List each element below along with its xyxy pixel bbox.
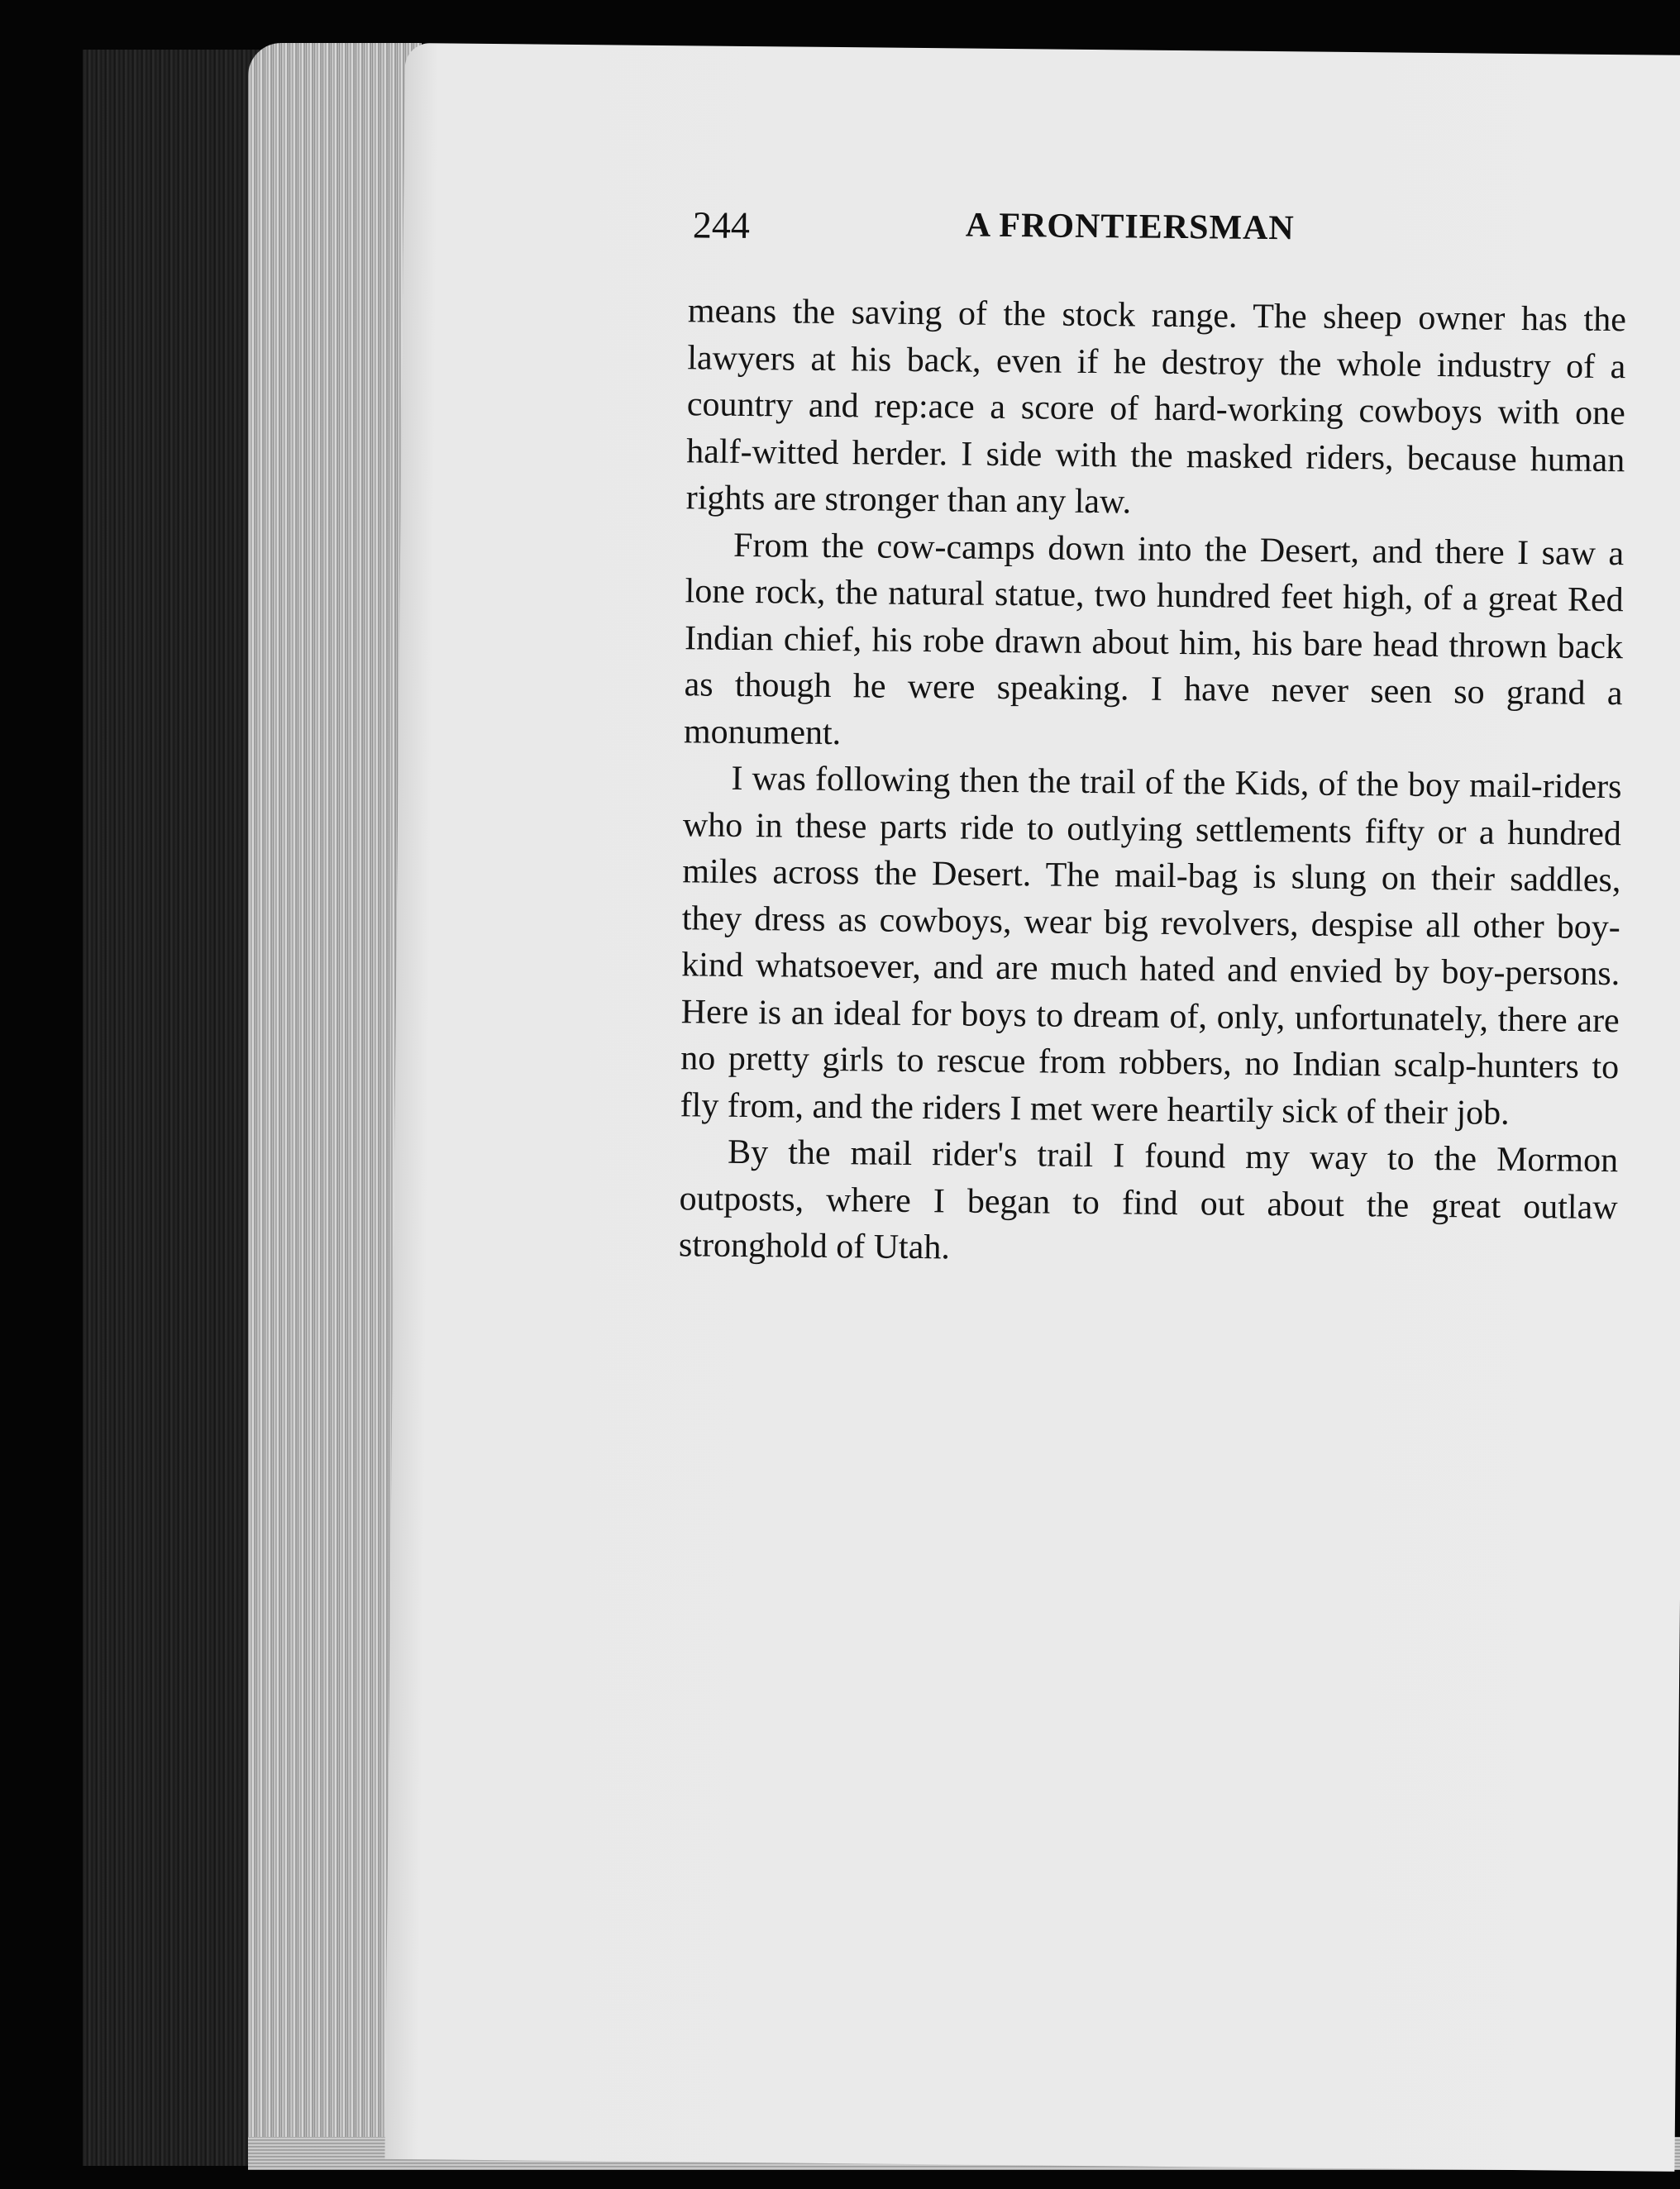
paragraph: I was following then the trail of the Kids, of the boy mail-riders who in these parts ride to outlying settlements fifty or a hundred miles across the Desert. The mail-bag is slung on their saddles, they dress as cowboys, wear big revolvers, despise all other boy-kind whatsoever, and are much hated and envied by boy-persons. Here is an ideal for boys to dream of, only, unfortunately, there are no pretty girls to rescue from robbers, no Indian scalp-hunters to fly from, and the riders I met were heartily sick of their job.: [680, 759, 1622, 1133]
paragraph: By the mail rider's trail I found my way to the Mormon outposts, where I began to find out about the great outlaw stronghold of Utah.: [678, 1133, 1619, 1267]
page: [384, 43, 1680, 2172]
body-text: [679, 288, 1626, 1277]
paragraph: means the saving of the stock range. The sheep owner has the lawyers at his back, even if he destroy the whole industry of a country and rep:ace a score of hard-working cowboys with one half-witted herder. I side with the masked riders, because human rights are stronger than any law.: [685, 292, 1627, 522]
paragraph: From the cow-camps down into the Desert, and there I saw a lone rock, the natural statue, two hundred feet high, of a great Red Indian chief, his robe drawn about him, his bare head thrown back as though he were speaking. I have never seen so grand a monument.: [683, 526, 1625, 752]
running-head: [693, 203, 1355, 259]
page-number: 244: [692, 203, 751, 247]
book-spine: [83, 50, 273, 2166]
book-title: A FRONTIERSMAN: [965, 206, 1295, 248]
